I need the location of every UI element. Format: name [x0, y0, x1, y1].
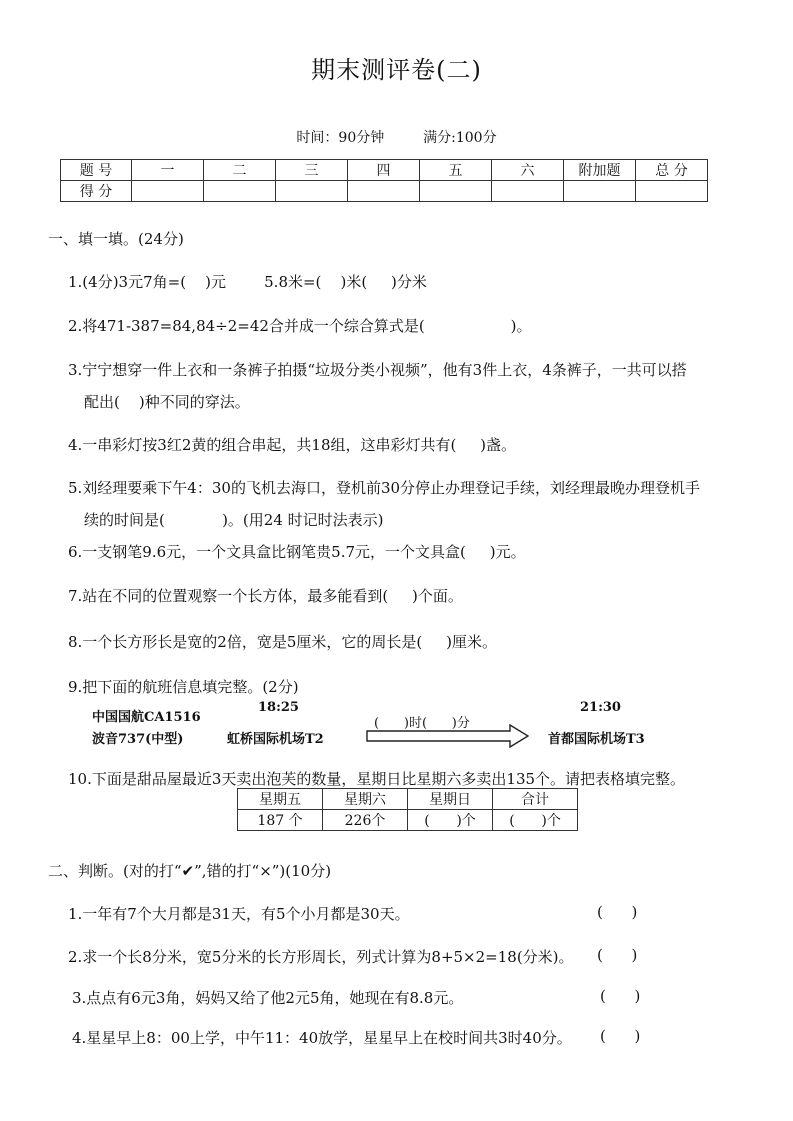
flight-arrive-airport: 首都国际机场T3 — [548, 732, 645, 747]
section2-heading: 二、判断。(对的打“✔”,错的打“×”)(10分) — [48, 862, 332, 880]
score-table-header-row — [61, 160, 708, 181]
score-cell[interactable] — [636, 181, 708, 202]
score-cell[interactable] — [276, 181, 348, 202]
time-limit: 时间：90分钟 — [296, 130, 385, 146]
bakery-header-cell: 合计 — [493, 789, 578, 810]
question-7: 7.站在不同的位置观察一个长方体，最多能看到( )个面。 — [68, 587, 463, 605]
judge-item-3: 3.点点有6元3角，妈妈又给了他2元5角，她现在有8.8元。 — [72, 989, 464, 1007]
question-10: 10.下面是甜品屋最近3天卖出泡芙的数量，星期日比星期六多卖出135个。请把表格填完整。 — [68, 770, 686, 788]
score-cell[interactable] — [204, 181, 276, 202]
bakery-value-row — [238, 810, 578, 831]
question-1: 1.(4分)3元7角=( )元 5.8米=( )米( )分米 — [68, 273, 427, 291]
bakery-table — [237, 788, 578, 831]
score-header-cell: 总 分 — [636, 160, 708, 181]
score-header-cell: 题 号 — [61, 160, 132, 181]
flight-arrow-icon — [366, 724, 530, 748]
score-header-cell: 一 — [132, 160, 204, 181]
score-header-cell: 五 — [420, 160, 492, 181]
judge-item-1: 1.一年有7个大月都是31天，有5个小月都是30天。 — [68, 905, 410, 923]
score-header-cell: 六 — [492, 160, 564, 181]
bakery-header-cell: 星期五 — [238, 789, 323, 810]
judge-item-2: 2.求一个长8分米，宽5分米的长方形周长，列式计算为8+5×2=18(分米)。 — [68, 948, 574, 966]
score-table — [60, 159, 708, 202]
bakery-value-cell: 226个 — [323, 810, 408, 831]
question-6: 6.一支钢笔9.6元，一个文具盒比钢笔贵5.7元，一个文具盒( )元。 — [68, 543, 526, 561]
score-header-cell: 附加题 — [564, 160, 636, 181]
flight-duration: ( )时( )分 — [374, 716, 470, 731]
bakery-header-cell: 星期日 — [408, 789, 493, 810]
flight-airline: 中国国航CA1516 — [92, 710, 201, 725]
judge-item-4: 4.星星早上8：00上学，中午11：40放学，星星早上在校时间共3时40分。 — [72, 1029, 572, 1047]
page-title: 期末测评卷(二) — [311, 56, 482, 84]
bakery-blank-cell[interactable]: ( )个 — [408, 810, 493, 831]
score-header-cell: 三 — [276, 160, 348, 181]
score-cell[interactable] — [492, 181, 564, 202]
judge-answer-2[interactable]: ( ) — [597, 946, 638, 964]
bakery-header-row — [238, 789, 578, 810]
judge-answer-3[interactable]: ( ) — [600, 987, 641, 1005]
score-cell[interactable] — [420, 181, 492, 202]
full-score: 满分:100分 — [423, 130, 497, 146]
score-row-label: 得 分 — [61, 181, 132, 202]
question-8: 8.一个长方形长是宽的2倍，宽是5厘米，它的周长是( )厘米。 — [68, 633, 497, 651]
flight-arrive-time: 21:30 — [580, 700, 621, 715]
judge-answer-4[interactable]: ( ) — [600, 1027, 641, 1045]
question-4: 4.一串彩灯按3红2黄的组合串起，共18组，这串彩灯共有( )盏。 — [68, 436, 517, 454]
bakery-header-cell: 星期六 — [323, 789, 408, 810]
question-3-line2: 配出( )种不同的穿法。 — [84, 393, 250, 411]
score-cell[interactable] — [348, 181, 420, 202]
exam-info — [0, 127, 793, 147]
score-cell[interactable] — [132, 181, 204, 202]
section1-heading: 一、填一填。(24分) — [48, 230, 184, 248]
flight-aircraft: 波音737(中型) — [92, 732, 184, 747]
flight-depart-airport: 虹桥国际机场T2 — [227, 732, 324, 747]
question-9: 9.把下面的航班信息填完整。(2分) — [68, 678, 299, 696]
score-header-cell: 四 — [348, 160, 420, 181]
bakery-blank-cell[interactable]: ( )个 — [493, 810, 578, 831]
question-5-line2: 续的时间是( )。(用24 时记时法表示) — [84, 511, 384, 529]
flight-depart-time: 18:25 — [258, 700, 299, 715]
score-table-score-row — [61, 181, 708, 202]
question-3-line1: 3.宁宁想穿一件上衣和一条裤子拍摄“垃圾分类小视频”，他有3件上衣，4条裤子，一共可以搭 — [68, 361, 687, 379]
score-header-cell: 二 — [204, 160, 276, 181]
question-2: 2.将471-387=84,84÷2=42合并成一个综合算式是( )。 — [68, 317, 532, 335]
bakery-value-cell: 187 个 — [238, 810, 323, 831]
score-cell[interactable] — [564, 181, 636, 202]
judge-answer-1[interactable]: ( ) — [597, 903, 638, 921]
question-5-line1: 5.刘经理要乘下午4：30的飞机去海口，登机前30分停止办理登记手续，刘经理最晚办理登机手 — [68, 479, 701, 497]
